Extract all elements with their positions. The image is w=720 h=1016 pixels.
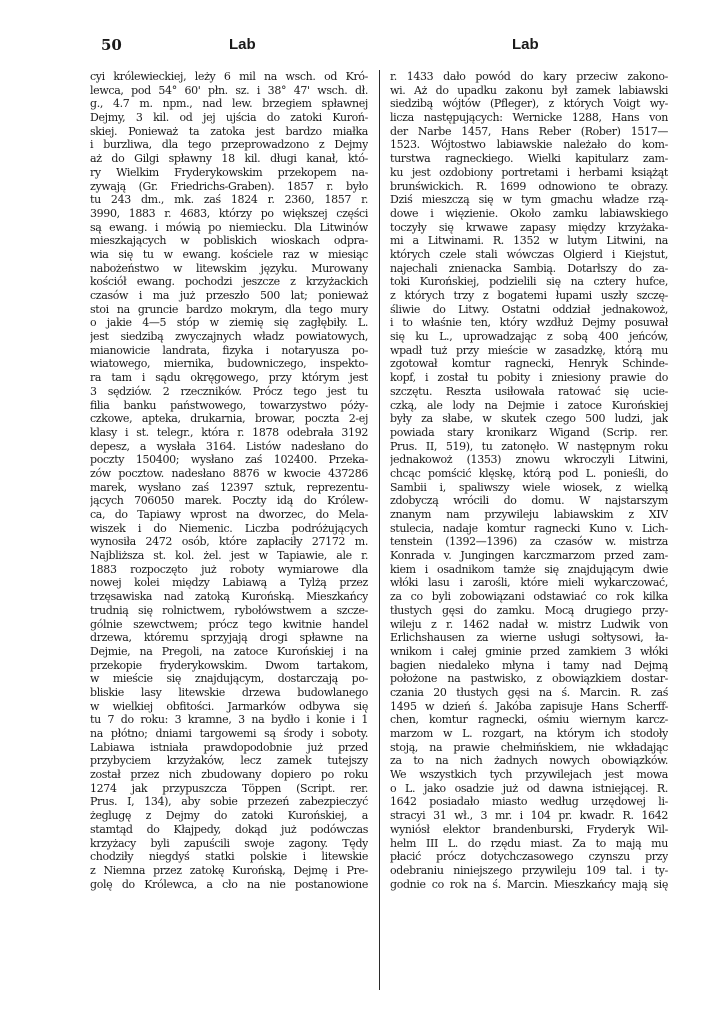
right-column-line: 1642 posiadało miasto według urzędowej li- bbox=[390, 795, 668, 809]
left-column-line: ra tam i sądu okręgowego, przy którym jest bbox=[90, 371, 368, 385]
left-column-line: w mieście się znajdującym, dostarczają po- bbox=[90, 672, 368, 686]
left-column-line: 1883 rozpoczęto już roboty wymiarowe dla bbox=[90, 562, 368, 576]
left-column-line: jących 706050 marek. Poczty idą do Królew- bbox=[90, 494, 368, 508]
left-column-line: g., 4.7 m. npm., nad lew. brzegiem spławnej bbox=[90, 97, 368, 111]
left-column-line: Dejmie, na Pregoli, na zatoce Kurońskiej i na bbox=[90, 644, 368, 658]
right-column-line: Prus. II, 519), tu zatonęło. W następnym roku bbox=[390, 439, 668, 453]
left-column-line: przekopie fryderykowskim. Dwom tartakom, bbox=[90, 658, 368, 672]
right-column-line: bagien niedaleko młyna i tamy nad Dejmą bbox=[390, 658, 668, 672]
left-column-line: i burzliwa, dla tego przeprowadzono z Dejmy bbox=[90, 138, 368, 152]
right-column-line: turstwa ragneckiego. Wielki kapitularz zam- bbox=[390, 152, 668, 166]
right-column-line: szczętu. Reszta usiłowała ratować się ucie- bbox=[390, 384, 668, 398]
left-column-line: przybyciem krzyżaków, lecz zamek tutejszy bbox=[90, 754, 368, 768]
right-column-line: najechali znienacka Sambią. Dotarłszy do za- bbox=[390, 261, 668, 275]
right-column-line: były za słabe, w skutek czego 500 ludzi, jak bbox=[390, 412, 668, 426]
left-column-line: aż do Gilgi spławny 18 kil. długi kanał, któ- bbox=[90, 152, 368, 166]
right-column-line: dowe i więzienie. Około zamku labiawskiego bbox=[390, 206, 668, 220]
left-column-line: czkowe, apteka, drukarnia, browar, poczta 2-ej bbox=[90, 412, 368, 426]
right-column-line: Konrada v. Jungingen karczmarzom przed zam- bbox=[390, 549, 668, 563]
right-column-line: godnie co rok na ś. Marcin. Mieszkańcy mają się bbox=[390, 877, 668, 891]
left-column-line: trudnią się rolnictwem, rybołówstwem a szcze- bbox=[90, 603, 368, 617]
right-column-line: położone na pastwisko, z obowiązkiem dostar- bbox=[390, 672, 668, 686]
right-column-line: kopf, i został tu pobity i zniesiony prawie do bbox=[390, 371, 668, 385]
left-column-line: poczty 150400; wysłano zaś 102400. Przeka- bbox=[90, 453, 368, 467]
right-column-line: za co byli zobowiązani odstawiać co rok kilka bbox=[390, 590, 668, 604]
right-column-line: za to na nich żadnych nowych obowiązków. bbox=[390, 754, 668, 768]
left-column-line: wynosiła 2472 osób, które zapłaciły 27172 m. bbox=[90, 535, 368, 549]
left-column-line: cyi królewieckiej, leży 6 mil na wsch. od Kró- bbox=[90, 70, 368, 83]
left-column-line: golę do Królewca, a cło na nie postanowione bbox=[90, 877, 368, 891]
right-column-line: tenstein (1392—1396) za czasów w. mistrza bbox=[390, 535, 668, 549]
left-column-line: w wielkiej obfitości. Jarmarków odbywa się bbox=[90, 699, 368, 713]
right-column-line: 1495 w dzień ś. Jakóba zapisuje Hans Scherff- bbox=[390, 699, 668, 713]
left-column-line: Labiawa istniała prawdopodobnie już przed bbox=[90, 740, 368, 754]
right-column bbox=[390, 70, 668, 891]
right-column-line: i to właśnie ten, który wzdłuż Dejmy posuwał bbox=[390, 316, 668, 330]
column-divider bbox=[379, 70, 380, 990]
right-column-line: brunświckich. R. 1699 odnowiono te obrazy. bbox=[390, 179, 668, 193]
right-column-line: kiem i osadnikom tamże się znajdującym dwie bbox=[390, 562, 668, 576]
left-column-line: został przez nich zbudowany dopiero po roku bbox=[90, 768, 368, 782]
left-column-line: skiej. Ponieważ ta zatoka jest bardzo miałka bbox=[90, 124, 368, 138]
right-column-line: Erlichshausen za wierne usługi sołtysowi, ła- bbox=[390, 631, 668, 645]
right-column-line: powiada stary kronikarz Wigand (Scrip. rer. bbox=[390, 425, 668, 439]
left-column-line: nowej kolei między Labiawą a Tylżą przez bbox=[90, 576, 368, 590]
right-column-line: zgotował komtur ragnecki, Henryk Schinde- bbox=[390, 357, 668, 371]
right-column-line: znanym nam przywileju labiawskim z XIV bbox=[390, 508, 668, 521]
right-column-line: czania 20 tłustych gęsi na ś. Marcin. R. zaś bbox=[390, 685, 668, 699]
right-column-line: płacić prócz dotychczasowego czynszu przy bbox=[390, 850, 668, 864]
right-column-line: wpadł tuż przy mieście w zasadzkę, którą mu bbox=[390, 343, 668, 357]
page-number: 50 bbox=[101, 36, 122, 54]
left-column-line: Prus. I, 134), aby sobie przezeń zabezpieczyć bbox=[90, 795, 368, 809]
left-column-line: Dejmy, 3 kil. od jej ujścia do zatoki Kuroń- bbox=[90, 111, 368, 125]
left-column-line: jest siedzibą zwyczajnych władz powiatowych, bbox=[90, 330, 368, 344]
left-column-line: żeglugę z Dejmy do zatoki Kurońskiej, a bbox=[90, 809, 368, 823]
right-column-line: toki Kurońskiej, podzielili się na cztery hufce, bbox=[390, 275, 668, 289]
left-column-line: wiszek i do Niemenic. Liczba podróżujących bbox=[90, 521, 368, 535]
left-column-line: marek, wysłano zaś 12397 sztuk, reprezentu- bbox=[90, 480, 368, 494]
right-column-line: stulecia, nadaje komtur ragnecki Kuno v. Lich- bbox=[390, 521, 668, 535]
right-column-line: der Narbe 1457, Hans Reber (Rober) 1517— bbox=[390, 124, 668, 138]
left-column-line: tu 7 do roku: 3 kramne, 3 na bydło i konie i 1 bbox=[90, 713, 368, 727]
left-column-line: Najbliższa st. kol. żel. jest w Tapiawie, ale r. bbox=[90, 549, 368, 563]
right-column-line: wyniósł elektor brandenburski, Fryderyk Wil- bbox=[390, 822, 668, 836]
left-column-line: lewca, pod 54° 60' płn. sz. i 38° 47' wsch. dł. bbox=[90, 83, 368, 97]
right-column-line: czką, ale lody na Dejmie i zatoce Kurońskiej bbox=[390, 398, 668, 412]
left-column-line: krzyżacy byli zapuścili swoje zagony. Tędy bbox=[90, 836, 368, 850]
left-column-line: tu 243 dm., mk. zaś 1824 r. 2360, 1857 r. bbox=[90, 193, 368, 207]
left-column-line: gólnie szewctwem; prócz tego kwitnie handel bbox=[90, 617, 368, 631]
right-column-line: siedzibą wójtów (Pfleger), z których Voigt wy- bbox=[390, 97, 668, 111]
right-column-line: licza następujących: Wernicke 1288, Hans von bbox=[390, 111, 668, 125]
right-column-line: stoją, na prawie chełmińskiem, nie wkładając bbox=[390, 740, 668, 754]
right-column-line: chen, komtur ragnecki, ośmiu wiernym karcz- bbox=[390, 713, 668, 727]
running-head-left: Lab bbox=[229, 36, 256, 53]
right-column-line: toczyły się krwawe zapasy między krzyżaka- bbox=[390, 220, 668, 234]
left-column-line: stamtąd do Kłajpedy, dokąd już podówczas bbox=[90, 822, 368, 836]
right-column-line: marzom w L. rozgart, na którym ich stodoły bbox=[390, 727, 668, 740]
left-column-line: mieszkających w pobliskich wioskach odpra- bbox=[90, 234, 368, 248]
right-column-line: r. 1433 dało powód do kary przeciw zakono- bbox=[390, 70, 668, 83]
left-column-line: 1274 jak przypuszcza Töppen (Script. rer. bbox=[90, 781, 368, 795]
right-column-line: We wszystkich tych przywilejach jest mowa bbox=[390, 768, 668, 782]
left-column-line: wiatowego, miernika, budowniczego, inspekto- bbox=[90, 357, 368, 371]
page-header bbox=[0, 36, 720, 60]
right-column-line: 1523. Wójtostwo labiawskie należało do kom- bbox=[390, 138, 668, 152]
left-column-line: 3990, 1883 r. 4683, którzy po większej części bbox=[90, 206, 368, 220]
right-column-line: wileju z r. 1462 nadał w. mistrz Ludwik von bbox=[390, 617, 668, 631]
left-column-line: o jakie 4—5 stóp w ziemię się zagłębiły. L. bbox=[90, 316, 368, 330]
left-column-line: zywają (Gr. Friedrichs-Graben). 1857 r. było bbox=[90, 179, 368, 193]
right-column-line: włóki lasu i zarośli, które mieli wykarczować, bbox=[390, 576, 668, 590]
left-column-line: z Niemna przez zatokę Kurońską, Dejmę i Pre- bbox=[90, 863, 368, 877]
left-column-line: są ewang. i mówią po niemiecku. Dla Litwinów bbox=[90, 220, 368, 234]
left-column-line: ca, do Tapiawy wprost na dworzec, do Mela- bbox=[90, 508, 368, 521]
right-column-line: chcąc pomścić klęskę, którą pod L. ponieśli, do bbox=[390, 466, 668, 480]
text-columns bbox=[90, 70, 668, 990]
right-column-line: tłustych gęsi do zamku. Mocą drugiego przy- bbox=[390, 603, 668, 617]
left-column-line: mianowicie landrata, fizyka i notaryusza po- bbox=[90, 343, 368, 357]
right-column-line: odebraniu niniejszego przywileju 109 tal. i ty- bbox=[390, 863, 668, 877]
left-column-line: filia banku państwowego, towarzystwo póży- bbox=[90, 398, 368, 412]
right-column-line: śliwie do Litwy. Ostatni oddział jednakowoż, bbox=[390, 302, 668, 316]
left-column-line: wia się tu w ewang. kościele raz w miesiąc bbox=[90, 247, 368, 261]
right-column-line: z których trzy z bogatemi łupami uszły szczę- bbox=[390, 289, 668, 302]
left-column-line: drzewa, któremu sprzyjają drogi spławne na bbox=[90, 631, 368, 645]
left-column-line: klasy i st. telegr., która r. 1878 odebrała 3192 bbox=[90, 425, 368, 439]
left-column-line: trzęsawiska nad zatoką Kurońską. Mieszkańcy bbox=[90, 590, 368, 604]
right-column-line: się ku L., uprowadzając z sobą 400 jeńców, bbox=[390, 330, 668, 344]
right-column-line: których czele stali wówczas Olgierd i Kiejstut, bbox=[390, 247, 668, 261]
left-column-line: na płótno; dniami targowemi są środy i soboty. bbox=[90, 727, 368, 740]
left-column-line: stoi na gruncie bardzo mokrym, dla tego mury bbox=[90, 302, 368, 316]
left-column-line: zów pocztow. nadesłano 8876 w kwocie 437286 bbox=[90, 466, 368, 480]
right-column-line: jednakowoż (1353) znowu wkroczyli Litwini, bbox=[390, 453, 668, 467]
right-column-line: stracyi 31 wł., 3 mr. i 104 pr. kwadr. R. 1642 bbox=[390, 809, 668, 823]
right-column-line: wnikom i całej gminie przed zamkiem 3 włóki bbox=[390, 644, 668, 658]
left-column-line: kościół ewang. pochodzi jeszcze z krzyżackich bbox=[90, 275, 368, 289]
left-column-line: ry Wielkim Fryderykowskim przekopem na- bbox=[90, 165, 368, 179]
right-column-line: Sambii i, spaliwszy wiele wiosek, z wielką bbox=[390, 480, 668, 494]
right-column-line: ku jest ozdobiony portretami i herbami książąt bbox=[390, 165, 668, 179]
right-column-line: mi a Litwinami. R. 1352 w lutym Litwini, na bbox=[390, 234, 668, 248]
running-head-right: Lab bbox=[512, 36, 539, 53]
left-column-line: 3 sędziów. 2 rzeczników. Prócz tego jest tu bbox=[90, 384, 368, 398]
right-column-line: o L. jako osadzie już od dawna istniejącej. R. bbox=[390, 781, 668, 795]
left-column-line: depesz, a wysłała 3164. Listów nadesłano do bbox=[90, 439, 368, 453]
right-column-line: helm III L. do rzędu miast. Za to mają mu bbox=[390, 836, 668, 850]
right-column-line: Dziś mieszczą się w tym gmachu władze rzą- bbox=[390, 193, 668, 207]
left-column-line: chodziły niegdyś statki polskie i litewskie bbox=[90, 850, 368, 864]
left-column bbox=[90, 70, 368, 891]
right-column-line: wi. Aż do upadku zakonu był zamek labiawski bbox=[390, 83, 668, 97]
right-column-line: zdobyczą wrócili do domu. W najstarszym bbox=[390, 494, 668, 508]
left-column-line: nabożeństwo w litewskim języku. Murowany bbox=[90, 261, 368, 275]
left-column-line: bliskie lasy litewskie drzewa budowlanego bbox=[90, 685, 368, 699]
left-column-line: czasów i ma już przeszło 500 lat; ponieważ bbox=[90, 289, 368, 302]
